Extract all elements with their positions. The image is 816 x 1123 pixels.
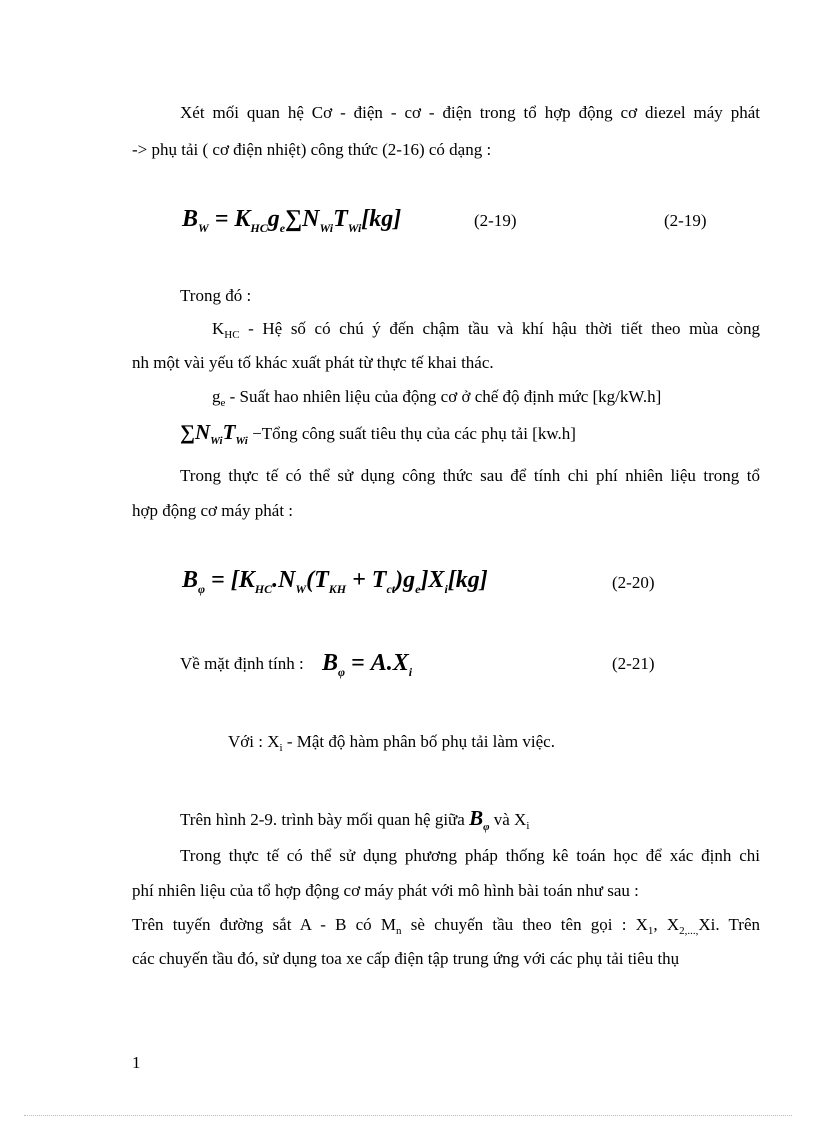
para3-line1: Trong thực tế có thể sử dụng phương pháp thống kê toán học để xác định chi [180, 846, 760, 865]
figure-line: Trên hình 2-9. trình bày mối quan hệ giữa $B_\varphi$ và $X_i$ [180, 806, 530, 833]
para2-line1: Trong thực tế có thể sử dụng công thức sau để tính chi phí nhiên liệu trong tổ [180, 466, 760, 485]
def-khc-line2: nh một vài yếu tố khác xuất phát từ thực tế khai thác. [132, 353, 494, 372]
page-number: 1 [132, 1053, 141, 1072]
equation-2-21: $B_\varphi = A.X_i$ [322, 650, 413, 679]
with-line: Với : $X_i$ - Mật độ hàm phân bố phụ tải làm việc. [228, 732, 555, 754]
para1-line2: -> phụ tải ( cơ điện nhiệt) công thức (2-16) có dạng : [132, 140, 492, 159]
def-ge: $g_e$ - Suất hao nhiên liệu của động cơ ở chế độ định mức [kg/kW.h] [212, 387, 662, 409]
para2-line2: hợp động cơ máy phát : [132, 501, 294, 520]
para3-line2: phí nhiên liệu của tổ hợp động cơ máy phát với mô hình bài toán như sau : [132, 881, 639, 900]
para4-line1: Trên tuyến đường sắt A - B có $M_n$ sè chuyến tầu theo tên gọi : $X_1$, $X_{2,...,}Xi$. Trên [132, 915, 761, 937]
para4-line2: các chuyến tầu đó, sử dụng toa xe cấp điện tập trung ứng với các phụ tải tiêu thụ [132, 949, 680, 968]
where-label: Trong đó : [180, 286, 252, 305]
equation-2-21-label: (2-21) [612, 654, 655, 673]
equation-2-20: $B_\varphi = [K_{HC}.N_W(T_{KH} + T_{ct})g_e]X_i[kg]$ [182, 567, 488, 596]
equation-2-20-label: (2-20) [612, 573, 655, 592]
footer-divider [24, 1115, 792, 1116]
qualitative-text: Về mặt định tính : [180, 654, 304, 673]
equation-2-19-label-a: (2-19) [474, 211, 517, 230]
equation-2-19: $B_W = K_{HC}g_e\sum N_{Wi}T_{Wi}[kg]$ [182, 206, 402, 235]
def-sum: $\sum N_{Wi}T_{Wi}$ −Tổng công suất tiêu thụ của các phụ tải [kw.h] [180, 420, 576, 447]
def-khc-line1: $K_{HC}$ - Hệ số có chú ý đến chậm tầu và khí hậu thời tiết theo mùa còng [212, 319, 760, 341]
para1-line1: Xét mối quan hệ Cơ - điện - cơ - điện trong tổ hợp động cơ diezel máy phát [180, 103, 760, 122]
equation-2-19-label-b: (2-19) [664, 211, 707, 230]
